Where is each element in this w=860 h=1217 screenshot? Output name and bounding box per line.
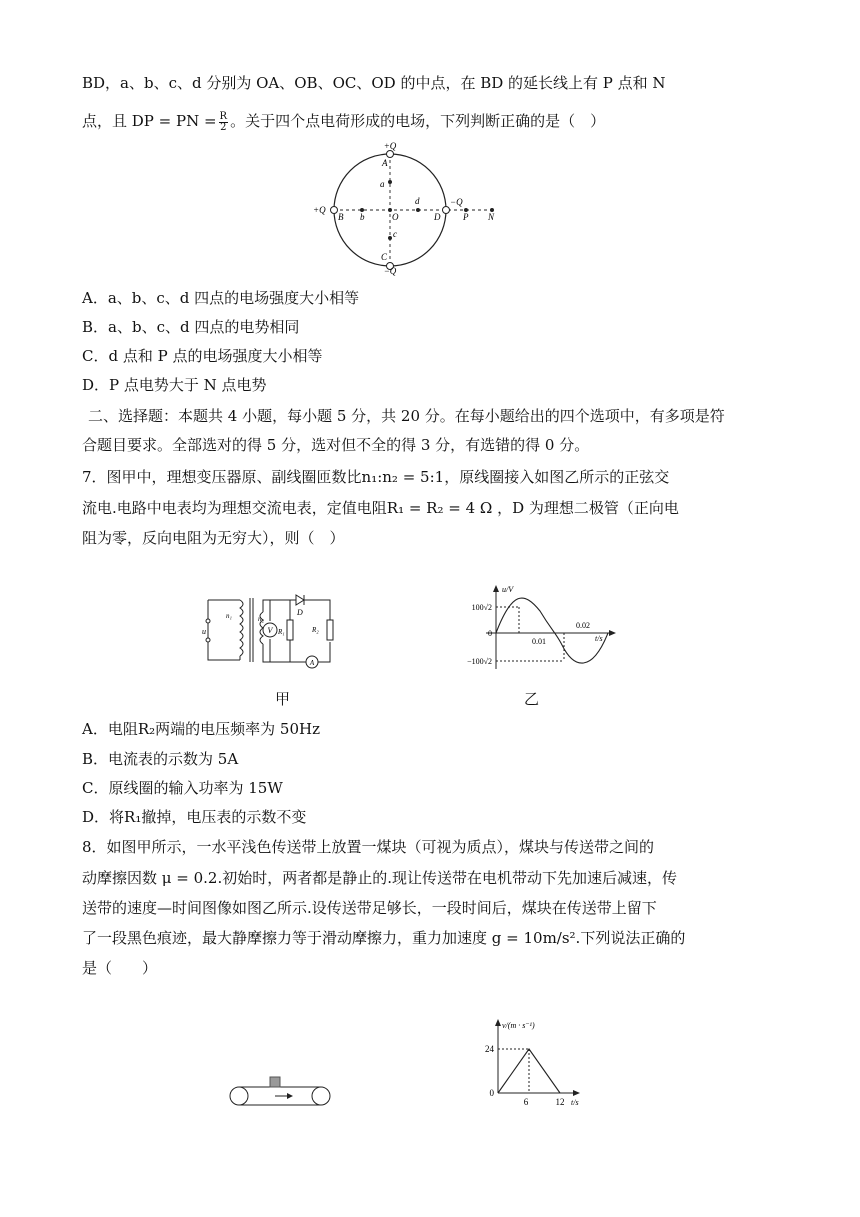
belt-direction-arrow-icon [287, 1093, 293, 1099]
svg-text:A: A [309, 659, 315, 667]
svg-text:O: O [392, 212, 399, 222]
q6-line2-b: 。关于四个点电荷形成的电场，下列判断正确的是（ ） [230, 112, 606, 130]
q6-charge-figure [310, 140, 510, 275]
svg-text:b: b [360, 212, 365, 222]
svg-text:u/V: u/V [502, 585, 514, 594]
q7-option-d: D．将R₁撤掉，电压表的示数不变 [82, 808, 307, 826]
q6-line2-a: 点，且 DP = PN = [82, 112, 217, 130]
q6-line1: BD，a、b、c、d 分别为 OA、OB、OC、OD 的中点，在 BD 的延长线上有 P 点和 N [82, 74, 666, 92]
section2-line1: 二、选择题：本题共 4 小题，每小题 5 分，共 20 分。在每小题给出的四个选项中，有多项是符 [88, 407, 725, 425]
q7-fig-yi-caption: 乙 [524, 690, 540, 708]
svg-text:n₁: n₁ [226, 612, 232, 620]
q7-option-b: B．电流表的示数为 5A [82, 750, 239, 768]
svg-text:24: 24 [485, 1044, 494, 1054]
svg-text:+Q: +Q [313, 205, 326, 215]
q6-line2 [82, 110, 605, 133]
q8-line2: 动摩擦因数 μ = 0.2.初始时，两者都是静止的.现让传送带在电机带动下先加速后减速，传 [82, 869, 678, 887]
svg-text:N: N [488, 212, 495, 222]
q6-option-d: D．P 点电势大于 N 点电势 [82, 376, 267, 394]
svg-text:12: 12 [555, 1097, 565, 1107]
svg-text:a: a [380, 179, 385, 189]
q8-line1: 8．如图甲所示，一水平浅色传送带上放置一煤块（可视为质点），煤块与传送带之间的 [82, 838, 655, 856]
svg-text:R₂: R₂ [312, 626, 319, 634]
svg-text:c: c [393, 229, 397, 239]
svg-text:100√2: 100√2 [471, 603, 492, 612]
q7-line3: 阻为零，反向电阻为无穷大），则（ ） [82, 529, 345, 547]
svg-text:t/s: t/s [595, 634, 603, 643]
q6-option-c: C．d 点和 P 点的电场强度大小相等 [82, 347, 323, 365]
svg-text:−Q: −Q [383, 266, 397, 276]
q7-line1: 7．图甲中，理想变压器原、副线圈匝数比n₁:n₂ = 5:1，原线圈接入如图乙所示的正弦交 [82, 468, 670, 486]
q7-option-c: C．原线圈的输入功率为 15W [82, 779, 283, 797]
q6-option-b: B．a、b、c、d 四点的电势相同 [82, 318, 300, 336]
svg-text:A: A [382, 158, 388, 168]
svg-text:0: 0 [489, 1088, 494, 1098]
svg-text:P: P [463, 212, 469, 222]
svg-text:d: d [415, 196, 420, 206]
q8-velocity-time-graph [478, 1015, 608, 1107]
svg-text:B: B [338, 212, 344, 222]
svg-text:6: 6 [523, 1097, 529, 1107]
coal-block [270, 1077, 280, 1087]
q6-option-a: A．a、b、c、d 四点的电场强度大小相等 [82, 289, 360, 307]
q7-circuit-figure [200, 588, 340, 668]
svg-text:0.02: 0.02 [576, 621, 590, 630]
q8-line4: 了一段黑色痕迹，最大静摩擦力等于滑动摩擦力，重力加速度 g = 10m/s².下列说法正确的 [82, 929, 686, 947]
q7-option-a: A．电阻R₂两端的电压频率为 50Hz [82, 720, 320, 738]
section2-line2: 合题目要求。全部选对的得 5 分，选对但不全的得 3 分，有选错的得 0 分。 [82, 436, 590, 454]
svg-text:0.01: 0.01 [532, 637, 546, 646]
svg-text:t/s: t/s [571, 1098, 579, 1107]
q7-voltage-waveform [452, 583, 622, 673]
svg-text:D: D [297, 608, 303, 617]
svg-text:0: 0 [488, 629, 492, 638]
svg-text:R₁: R₁ [278, 628, 285, 636]
svg-text:−Q: −Q [450, 197, 463, 207]
svg-text:D: D [434, 212, 441, 222]
svg-text:C: C [381, 252, 388, 262]
svg-text:v/(m · s⁻¹): v/(m · s⁻¹) [502, 1021, 535, 1030]
svg-text:+Q: +Q [383, 141, 397, 151]
q8-conveyor-figure [225, 1072, 337, 1112]
q7-fig-jia-caption: 甲 [275, 690, 291, 708]
svg-text:−100√2: −100√2 [467, 657, 492, 666]
q8-line3: 送带的速度—时间图像如图乙所示.设传送带足够长，一段时间后，煤块在传送带上留下 [82, 899, 657, 917]
fraction-r-over-2: $\frac{R}{2}$ [219, 110, 228, 133]
svg-text:u: u [202, 627, 206, 636]
svg-text:n₂: n₂ [258, 615, 264, 623]
svg-text:V: V [267, 626, 273, 635]
q7-line2: 流电.电路中电表均为理想交流电表，定值电阻R₁ = R₂ = 4 Ω ，D 为理想二极管（正向电 [82, 499, 679, 517]
q8-line5: 是（ ） [82, 959, 158, 977]
